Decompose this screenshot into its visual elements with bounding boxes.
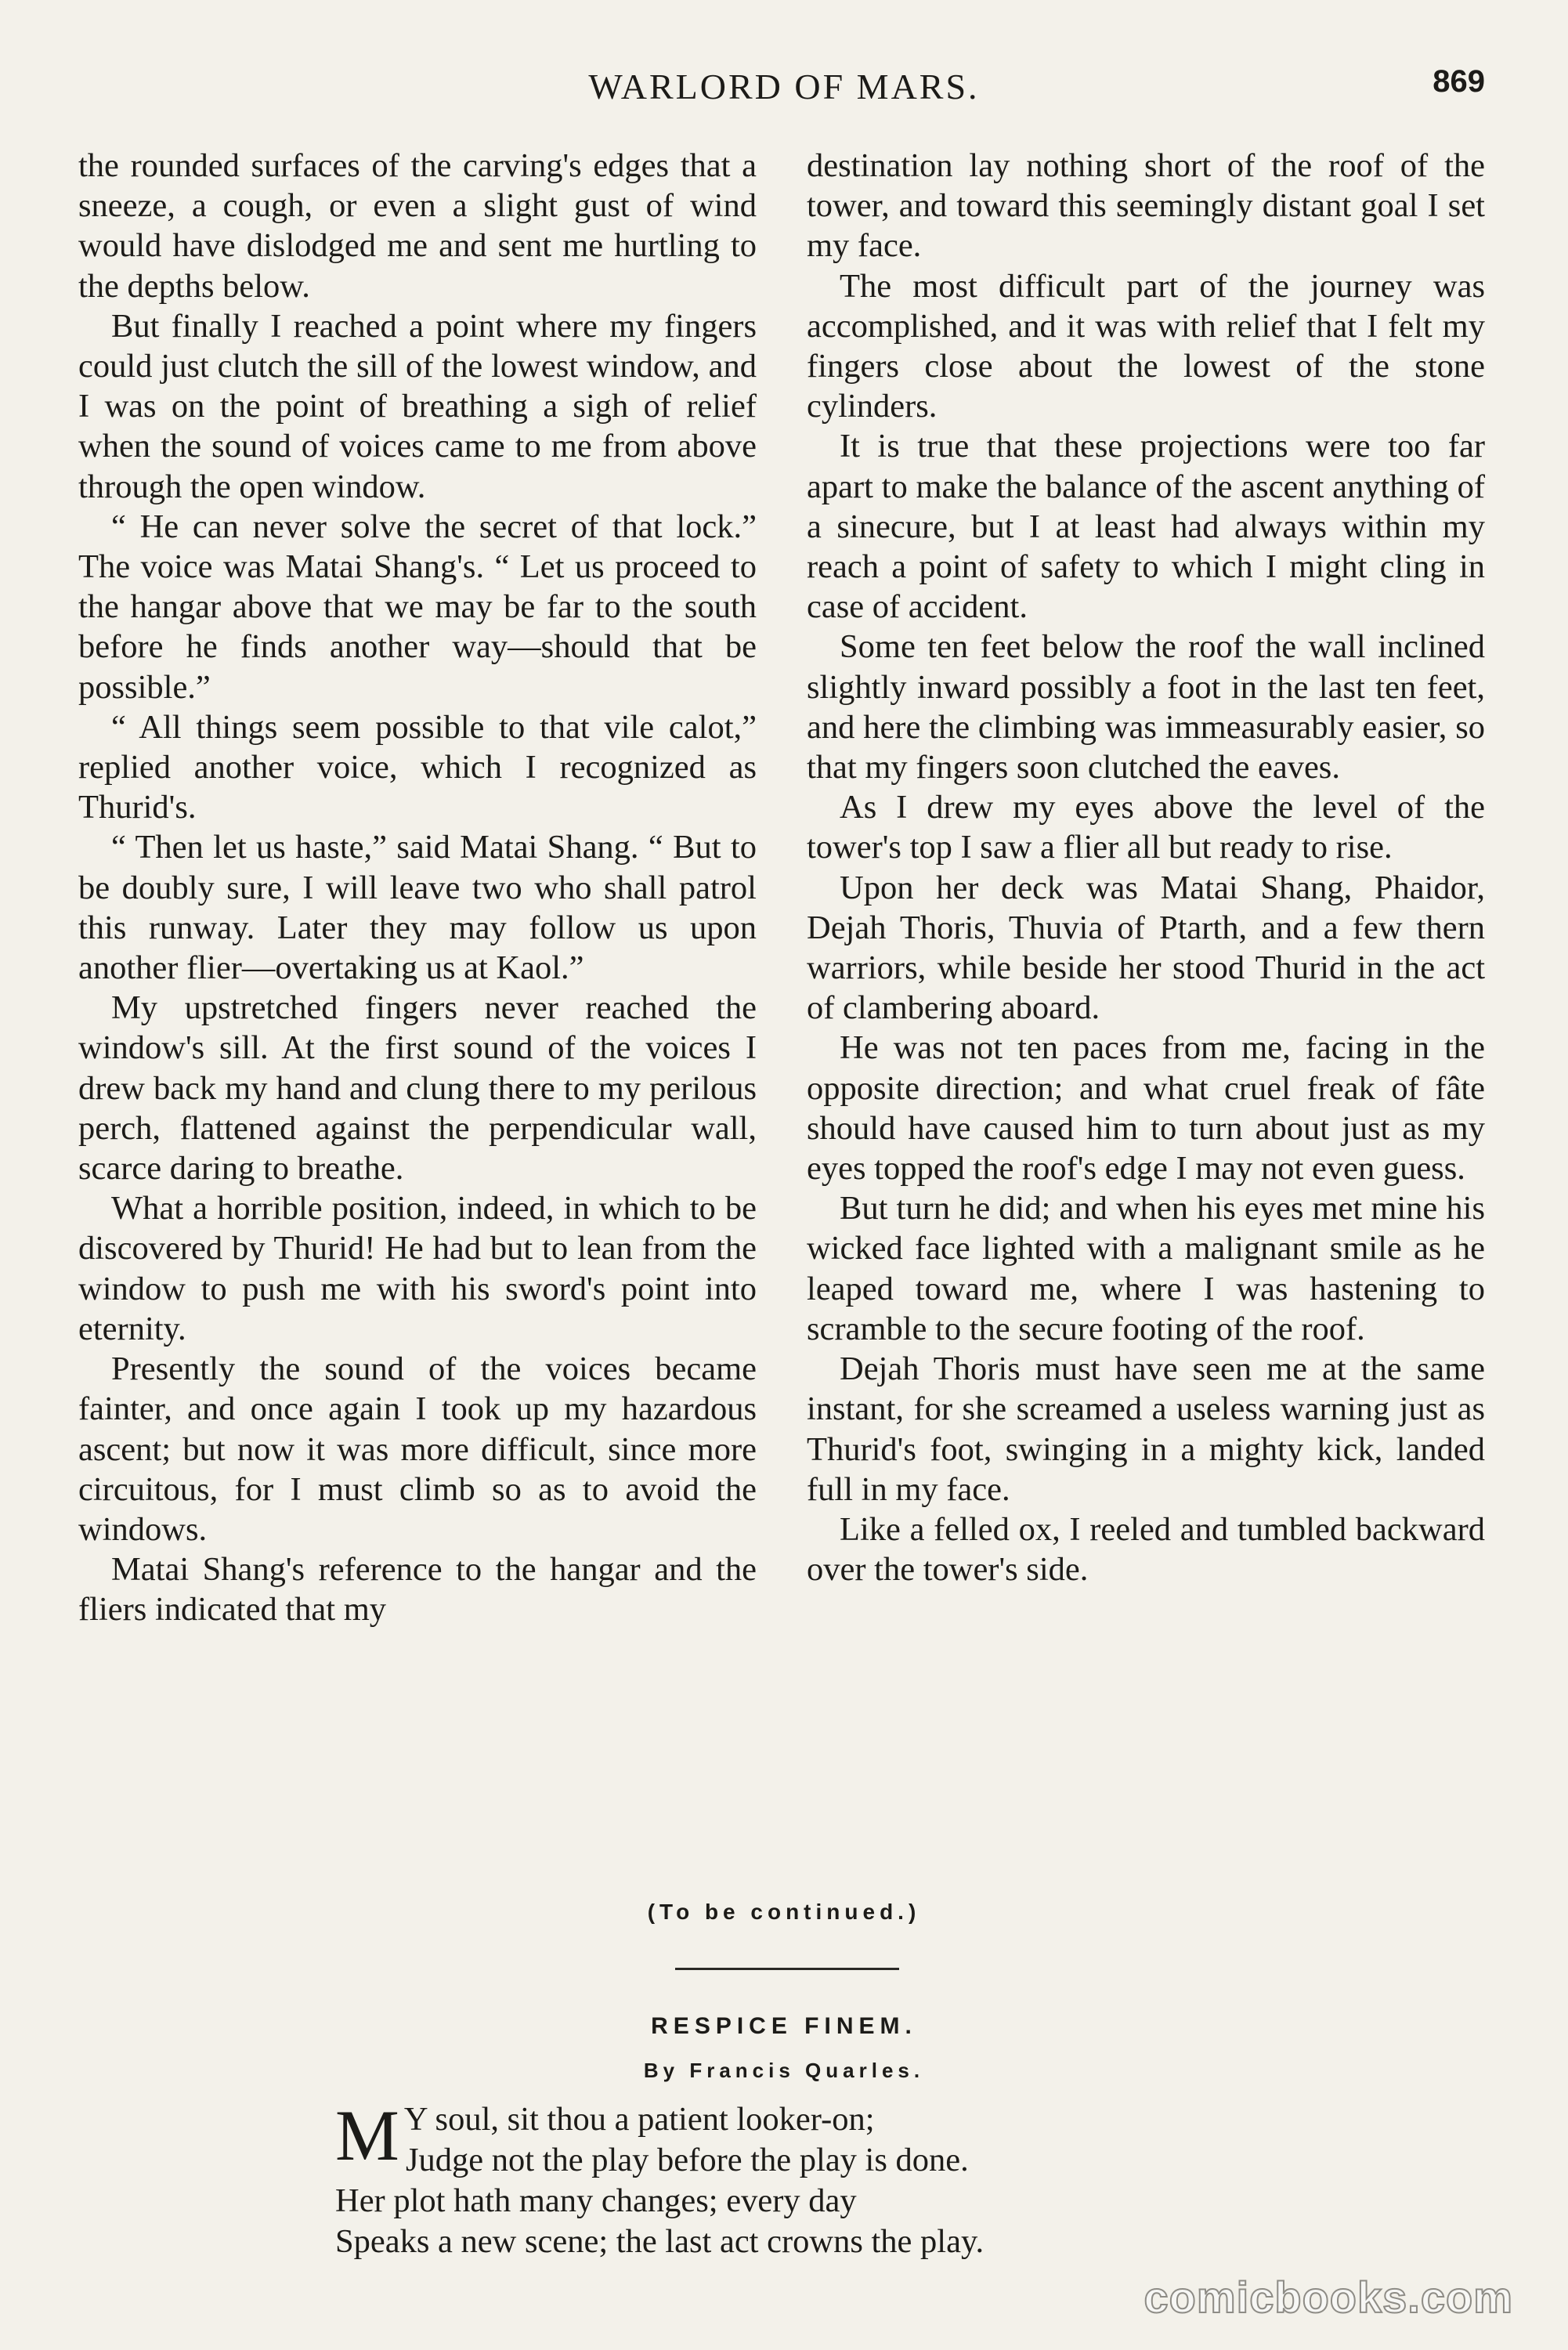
paragraph: What a horrible position, indeed, in which to be discovered by Thurid! He had but to lean from the window to push me with his sword's point into eternity. bbox=[78, 1190, 757, 1347]
poem-author: By Francis Quarles. bbox=[643, 2059, 925, 2082]
paragraph: Like a felled ox, I reeled and tumbled backward over the tower's side. bbox=[807, 1510, 1485, 1589]
paragraph: My upstretched fingers never reached the window's sill. At the first sound of the voices I drew back my hand and clung there to my perilous perch, flattened against the perpendicular wall, scarce daring to breathe. bbox=[78, 989, 757, 1188]
paragraph: He was not ten paces from me, facing in the opposite direction; and what cruel freak of fâte should have caused him to turn about just as my eyes topped the roof's edge I may not even guess. bbox=[807, 1029, 1485, 1188]
right-column bbox=[807, 146, 1485, 1589]
paragraph: Matai Shang's reference to the hangar and the fliers indicated that my bbox=[78, 1551, 757, 1629]
to-be-continued-note: (To be continued.) bbox=[647, 1900, 921, 1924]
paragraph: the rounded surfaces of the carving's edges that a sneeze, a cough, or even a slight gust of wind would have dislodged me and sent me hurtling to the depths below. bbox=[78, 147, 757, 305]
page-number: 869 bbox=[1433, 64, 1485, 99]
paragraph: Some ten feet below the roof the wall inclined slightly inward possibly a foot in the last ten feet, and here the climbing was immeasurably easier, so that my fingers soon clutched the eaves. bbox=[807, 628, 1485, 786]
poem-title: RESPICE FINEM. bbox=[651, 2013, 917, 2039]
drop-cap: M bbox=[335, 2095, 399, 2175]
poem-line: Her plot hath many changes; every day bbox=[335, 2182, 857, 2219]
poem-line: Judge not the play before the play is done. bbox=[406, 2142, 969, 2178]
paragraph: The most difficult part of the journey was accomplished, and it was with relief that I felt my fingers close about the lowest of the stone cylinders. bbox=[807, 267, 1485, 425]
left-column bbox=[78, 146, 757, 1630]
paragraph: “ All things seem possible to that vile calot,” replied another voice, which I recognized as Thurid's. bbox=[78, 708, 757, 826]
paragraph: But turn he did; and when his eyes met mine his wicked face lighted with a malignant smile as he leaped toward me, where I was hastening to scramble to the secure footing of the roof. bbox=[807, 1190, 1485, 1347]
poem bbox=[335, 2095, 1353, 2262]
running-title: WARLORD OF MARS. bbox=[588, 67, 980, 107]
paragraph: “ Then let us haste,” said Matai Shang. “ But to be doubly sure, I will leave two who shall patrol this runway. Later they may follow us upon another flier—overtaking us at Kaol.” bbox=[78, 829, 757, 987]
poem-line: Y soul, sit thou a patient looker-on; bbox=[403, 2101, 875, 2138]
paragraph: As I drew my eyes above the level of the tower's top I saw a flier all but ready to rise. bbox=[807, 789, 1485, 866]
paragraph: It is true that these projections were too far apart to make the balance of the ascent anything of a sinecure, but I at least had always within my reach a point of safety to which I might cling in case of accident. bbox=[807, 428, 1485, 626]
running-header bbox=[0, 61, 1568, 116]
paragraph: Dejah Thoris must have seen me at the same instant, for she screamed a useless warning just as Thurid's foot, swinging in a mighty kick, landed full in my face. bbox=[807, 1350, 1485, 1508]
poem-line: Speaks a new scene; the last act crowns the play. bbox=[335, 2223, 985, 2260]
section-divider bbox=[675, 1968, 899, 1970]
paragraph: destination lay nothing short of the roof of the tower, and toward this seemingly distant goal I set my face. bbox=[807, 147, 1485, 265]
paragraph: “ He can never solve the secret of that lock.” The voice was Matai Shang's. “ Let us proceed to the hangar above that we may be far to the south before he finds another way—should that be possible.” bbox=[78, 508, 757, 706]
paragraph: Presently the sound of the voices became fainter, and once again I took up my hazardous ascent; but now it was more difficult, since more circuitous, for I must climb so as to avoid the windows. bbox=[78, 1350, 757, 1548]
paragraph: But finally I reached a point where my fingers could just clutch the sill of the lowest window, and I was on the point of breathing a sigh of relief when the sound of voices came to me from above through the open window. bbox=[78, 307, 757, 505]
watermark: comicbooks.com bbox=[1143, 2272, 1513, 2322]
paragraph: Upon her deck was Matai Shang, Phaidor, Dejah Thoris, Thuvia of Ptarth, and a few thern warriors, while beside her stood Thurid in the act of clambering aboard. bbox=[807, 869, 1485, 1027]
